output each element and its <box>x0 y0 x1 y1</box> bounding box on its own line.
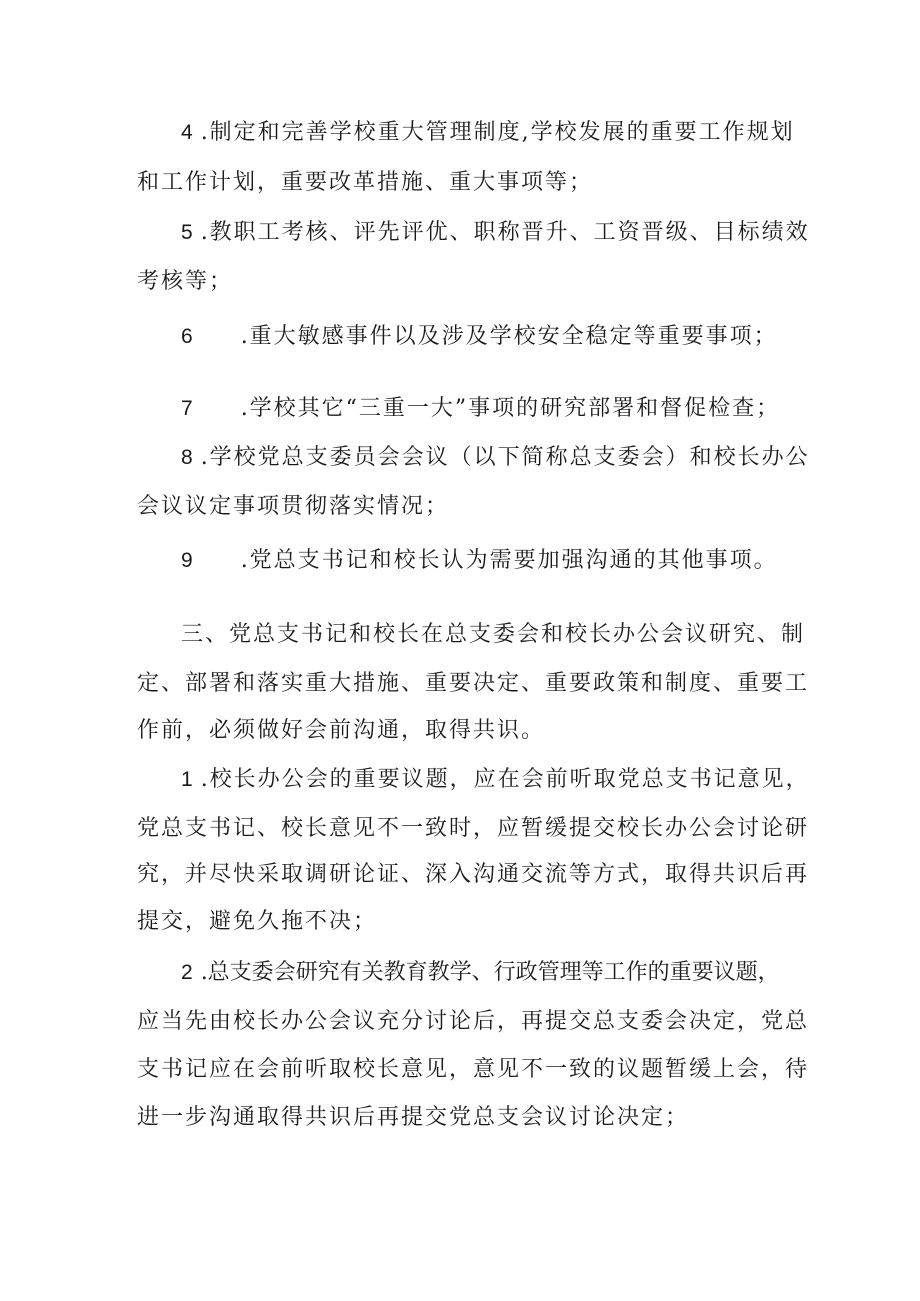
item-6-line-1 <box>181 322 778 352</box>
item-8-line-1 <box>181 443 810 473</box>
item-5-line-1 <box>181 218 810 248</box>
item-9-line-1 <box>181 546 778 576</box>
item-number: 2 <box>181 961 195 984</box>
item-number: 1 <box>181 768 195 791</box>
item-text: .校长办公会的重要议题，应在会前听取党总支书记意见， <box>200 767 810 792</box>
item-text: .总支委会研究有关教育教学、行政管理等工作的重要议题， <box>200 960 780 985</box>
section-3-line-1: 三、党总支书记和校长在总支委会和校长办公会议研究、制 <box>181 622 806 647</box>
section-3-line-3: 作前，必须做好会前沟通，取得共识。 <box>137 718 546 743</box>
item-text: .教职工考核、评先评优、职称晋升、工资晋级、目标绩效 <box>200 220 810 245</box>
item-text: .党总支书记和校长认为需要加强沟通的其他事项。 <box>240 548 778 573</box>
item-number: 6 <box>181 325 195 348</box>
sub-1-line-1 <box>181 765 810 795</box>
item-4-line-2: 和工作计划，重要改革措施、重大事项等； <box>137 170 594 195</box>
item-text: .学校党总支委员会会议（以下简称总支委会）和校长办公 <box>200 445 810 470</box>
sub-2-line-3: 支书记应在会前听取校长意见，意见不一致的议题暂缓上会，待 <box>137 1057 810 1082</box>
item-number: 8 <box>181 446 195 469</box>
sub-2-line-4: 进一步沟通取得共识后再提交党总支会议讨论决定； <box>137 1105 690 1130</box>
item-text: .重大敏感事件以及涉及学校安全稳定等重要事项； <box>240 324 778 349</box>
sub-1-line-3: 究，并尽快采取调研论证、深入沟通交流等方式，取得共识后再 <box>137 862 810 887</box>
section-3-line-2: 定、部署和落实重大措施、重要决定、重要政策和制度、重要工 <box>137 671 810 696</box>
item-number: 4 <box>181 121 195 144</box>
item-number: 7 <box>181 397 195 420</box>
sub-2-line-1 <box>181 958 780 988</box>
sub-1-line-2: 党总支书记、校长意见不一致时，应暂缓提交校长办公会讨论研 <box>137 816 810 841</box>
sub-2-line-2: 应当先由校长办公会议充分讨论后，再提交总支委会决定，党总 <box>137 1009 810 1034</box>
item-number: 5 <box>181 221 195 244</box>
item-text: .学校其它“三重一大”事项的研究部署和督促检查； <box>240 396 781 421</box>
item-number: 9 <box>181 549 195 572</box>
item-5-line-2: 考核等； <box>137 269 234 294</box>
sub-1-line-4: 提交，避免久拖不决； <box>137 909 378 934</box>
item-8-line-2: 会议议定事项贯彻落实情况； <box>137 494 450 519</box>
item-text: .制定和完善学校重大管理制度,学校发展的重要工作规划 <box>200 120 795 145</box>
item-7-line-1 <box>181 394 780 424</box>
item-4-line-1 <box>181 118 795 148</box>
